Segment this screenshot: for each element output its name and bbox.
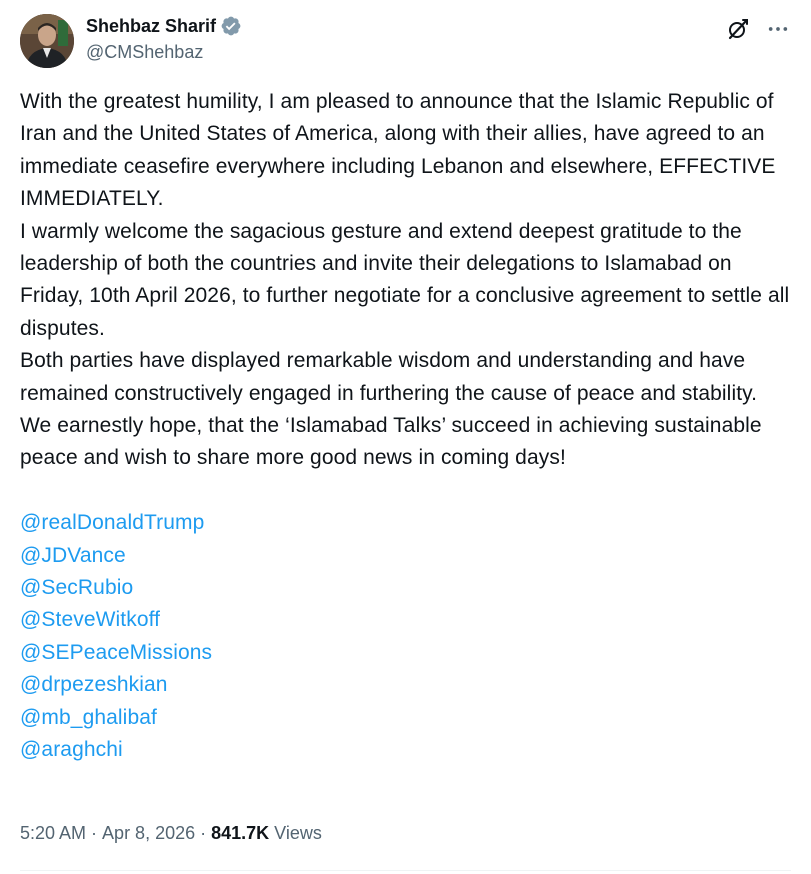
more-icon[interactable]: [765, 16, 791, 42]
grok-icon[interactable]: [725, 16, 751, 42]
mention-link[interactable]: @realDonaldTrump: [20, 511, 205, 535]
mention-link[interactable]: @araghchi: [20, 738, 123, 762]
mention-link[interactable]: @drpezeshkian: [20, 673, 168, 697]
meta-separator: ·: [200, 823, 207, 843]
avatar[interactable]: [20, 14, 74, 68]
avatar-image: [20, 14, 74, 68]
tweet-date[interactable]: Apr 8, 2026: [102, 823, 196, 843]
divider: [20, 870, 791, 871]
mentions-list: [20, 507, 790, 766]
tweet-paragraph: Both parties have displayed remarkable wisdom and understanding and have remained constructively engaged in furthering the cause of peace and stability. We earnestly hope, that the ‘Islamabad Talks’ succeed in achieving sustainable peace and wish to share more good news in coming days!: [20, 349, 768, 470]
user-handle[interactable]: @CMShehbaz: [86, 42, 204, 62]
mention-link[interactable]: @mb_ghalibaf: [20, 705, 157, 729]
views-count: 841.7K: [211, 823, 270, 843]
verified-badge-icon[interactable]: [220, 15, 242, 37]
meta-separator: ·: [91, 823, 98, 843]
user-info: [86, 14, 242, 64]
views-label: Views: [274, 823, 322, 843]
tweet-paragraph: With the greatest humility, I am pleased to announce that the Islamic Republic of Iran and the United States of America, along with their allies, have agreed to an immediate ceasefire everywhere including Lebanon and elsewhere, EFFECTIVE IMMEDIATELY.: [20, 90, 782, 211]
mention-link[interactable]: @SEPeaceMissions: [20, 640, 213, 664]
mention-link[interactable]: @SecRubio: [20, 576, 134, 600]
mention-link[interactable]: @SteveWitkoff: [20, 608, 161, 632]
mention-link[interactable]: @JDVance: [20, 543, 126, 567]
tweet-time[interactable]: 5:20 AM: [20, 823, 87, 843]
paragraph-spacer: [20, 475, 790, 507]
tweet-meta: [20, 821, 322, 845]
header-actions: [725, 16, 791, 42]
tweet-text: [20, 86, 796, 767]
tweet-paragraph: I warmly welcome the sagacious gesture and extend deepest gratitude to the leadership of both the countries and invite their delegations to Islamabad on Friday, 10th April 2026, to further negotiate for a conclusive agreement to settle all disputes.: [20, 219, 796, 340]
display-name[interactable]: Shehbaz Sharif: [86, 16, 217, 36]
tweet-header: [20, 14, 791, 70]
